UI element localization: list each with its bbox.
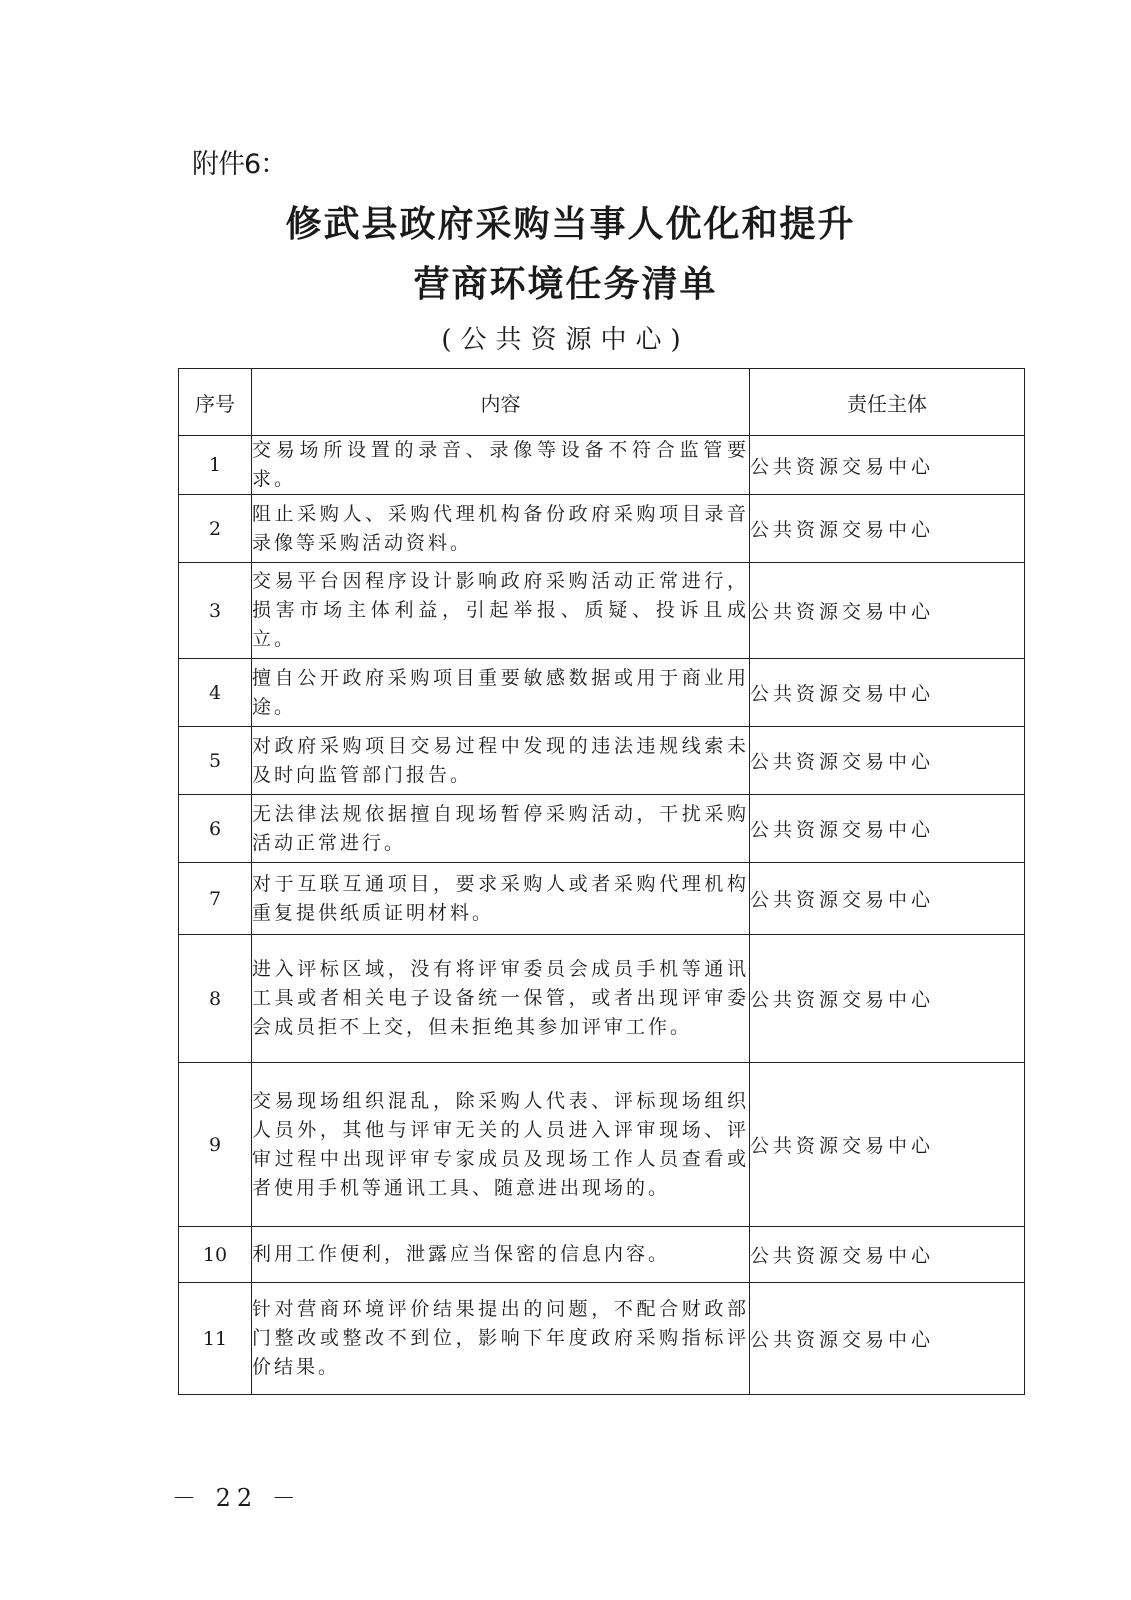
- page-number: － 22 －: [172, 1484, 302, 1512]
- table-row: [179, 436, 1025, 495]
- task-list-table: [178, 368, 1025, 1395]
- row-content: 交易平台因程序设计影响政府采购活动正常进行，损害市场主体利益，引起举报、质疑、投诉且成立。: [252, 563, 750, 659]
- table-row: [179, 935, 1025, 1063]
- row-responsible: 公共资源交易中心: [750, 1063, 1025, 1227]
- table-row: [179, 727, 1025, 795]
- document-title-line-2: 营商环境任务清单: [413, 264, 718, 305]
- row-responsible: 公共资源交易中心: [750, 795, 1025, 863]
- table-row: [179, 1283, 1025, 1395]
- row-responsible: 公共资源交易中心: [750, 659, 1025, 727]
- document-title-line-1: 修武县政府采购当事人优化和提升: [285, 204, 856, 245]
- table-row: [179, 1063, 1025, 1227]
- row-responsible: 公共资源交易中心: [750, 863, 1025, 935]
- row-content: 针对营商环境评价结果提出的问题，不配合财政部门整改或整改不到位，影响下年度政府采购指标评价结果。: [252, 1283, 750, 1395]
- row-number: 2: [179, 495, 252, 563]
- row-number: 8: [179, 935, 252, 1063]
- column-header-number: 序号: [179, 369, 252, 436]
- row-responsible: 公共资源交易中心: [750, 727, 1025, 795]
- row-content: 交易场所设置的录音、录像等设备不符合监管要求。: [252, 436, 750, 495]
- table-row: [179, 563, 1025, 659]
- table-row: [179, 659, 1025, 727]
- row-responsible: 公共资源交易中心: [750, 563, 1025, 659]
- row-number: 7: [179, 863, 252, 935]
- row-number: 1: [179, 436, 252, 495]
- row-responsible: 公共资源交易中心: [750, 1227, 1025, 1283]
- row-responsible: 公共资源交易中心: [750, 495, 1025, 563]
- table-row: [179, 1227, 1025, 1283]
- attachment-label: 附件6：: [192, 149, 287, 180]
- row-content: 无法律法规依据擅自现场暂停采购活动，干扰采购活动正常进行。: [252, 795, 750, 863]
- row-responsible: 公共资源交易中心: [750, 1283, 1025, 1395]
- column-header-content: 内容: [252, 369, 750, 436]
- row-number: 6: [179, 795, 252, 863]
- column-header-responsible: 责任主体: [750, 369, 1025, 436]
- row-number: 3: [179, 563, 252, 659]
- row-content: 对于互联互通项目，要求采购人或者采购代理机构重复提供纸质证明材料。: [252, 863, 750, 935]
- row-responsible: 公共资源交易中心: [750, 436, 1025, 495]
- row-number: 10: [179, 1227, 252, 1283]
- row-number: 4: [179, 659, 252, 727]
- table-header-row: [179, 369, 1025, 436]
- row-number: 5: [179, 727, 252, 795]
- row-content: 阻止采购人、采购代理机构备份政府采购项目录音录像等采购活动资料。: [252, 495, 750, 563]
- row-number: 9: [179, 1063, 252, 1227]
- row-number: 11: [179, 1283, 252, 1395]
- table-row: [179, 495, 1025, 563]
- document-subtitle: (公共资源中心): [441, 325, 690, 355]
- table-row: [179, 795, 1025, 863]
- row-content: 进入评标区域，没有将评审委员会成员手机等通讯 工具或者相关电子设备统一保管，或者出现评审委会成员拒不上交，但未拒绝其参加评审工作。: [252, 935, 750, 1063]
- row-content: 对政府采购项目交易过程中发现的违法违规线索未及时向监管部门报告。: [252, 727, 750, 795]
- row-content: 擅自公开政府采购项目重要敏感数据或用于商业用途。: [252, 659, 750, 727]
- table-row: [179, 863, 1025, 935]
- row-content: 利用工作便利，泄露应当保密的信息内容。: [252, 1227, 750, 1283]
- row-content: 交易现场组织混乱，除采购人代表、评标现场组织人员外，其他与评审无关的人员进入评审现场、评审过程中出现评审专家成员及现场工作人员查看或者使用手机等通讯工具、随意进出现场的。: [252, 1063, 750, 1227]
- row-responsible: 公共资源交易中心: [750, 935, 1025, 1063]
